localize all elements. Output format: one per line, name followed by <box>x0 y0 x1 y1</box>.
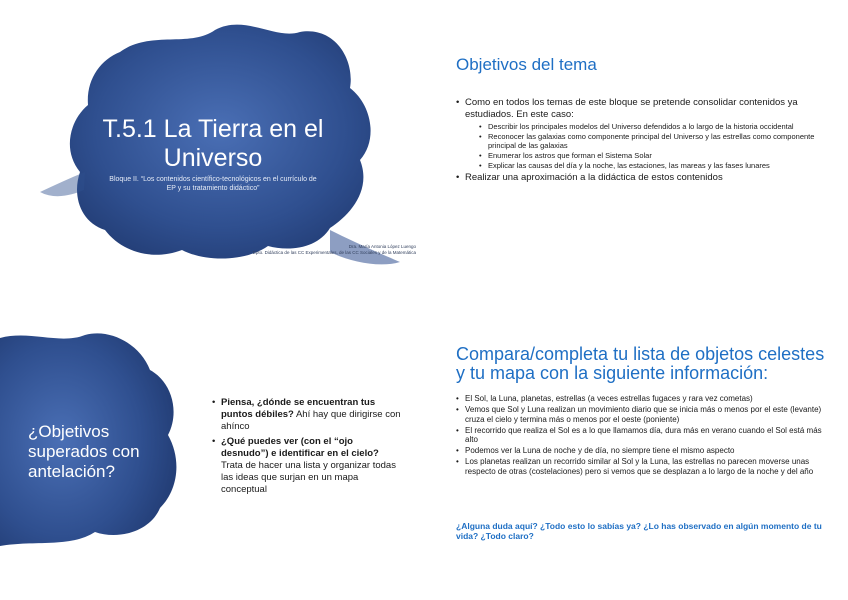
list-item: • Vemos que Sol y Luna realizan un movimiento diario que se inicia más o menos por el este (levante) cruza el cielo y termina más o menos por el oeste (poniente) <box>456 405 826 424</box>
list-item <box>212 436 402 496</box>
slide-2 <box>424 0 848 300</box>
slide-1 <box>0 0 424 300</box>
slide-3 <box>0 300 424 600</box>
author-name: Dra. María Antonia López Luengo <box>348 244 416 249</box>
objectives-intro: Como en todos los temas de este bloque se pretende consolidar contenidos ya estudiados. En este caso: <box>465 97 798 120</box>
item-text: Ahí hay que dirigirse con ahínco <box>221 409 401 432</box>
list-item: • Describir los principales modelos del Universo defendidos a lo largo de la historia occidental <box>479 122 818 131</box>
reflection-list <box>212 397 402 499</box>
item-emphasis: ¿Qué puedes ver (con el “ojo desnudo”) e identificar en el cielo? <box>221 436 379 459</box>
list-item <box>212 397 402 433</box>
celestial-objects-list <box>456 394 826 478</box>
author-department: Dpto. Didáctica de las CC Experimentales, de las CC Sociales y de la Matemática <box>252 250 416 255</box>
list-item: • Explicar las causas del día y la noche, las estaciones, las mareas y las fases lunares <box>479 161 818 170</box>
slide-1-author <box>216 244 416 256</box>
objectives-list <box>456 97 818 184</box>
item-text: Trata de hacer una lista y organizar todas las ideas que surjan en un mapa conceptual <box>221 460 396 495</box>
slide-1-title: T.5.1 La Tierra en el Universo <box>102 115 324 172</box>
slide-4 <box>424 300 848 600</box>
list-item: • Los planetas realizan un recorrido similar al Sol y la Luna, las estrellas no parecen moverse unas respecto de otras (costelaciones) pero si vemos que se desplazan a lo largo de la noche y del año <box>456 457 826 476</box>
objectives-sublist <box>479 122 818 170</box>
list-item: • Realizar una aproximación a la didáctica de estos contenidos <box>456 172 818 184</box>
item-emphasis: Piensa, ¿dónde se encuentran tus puntos débiles? <box>221 397 376 420</box>
slide-4-title: Compara/completa tu lista de objetos celestes y tu mapa con la siguiente información: <box>456 344 825 383</box>
slide-3-title: ¿Objetivos superados con antelación? <box>28 422 140 481</box>
list-item: • Enumerar los astros que forman el Sistema Solar <box>479 151 818 160</box>
closing-question: ¿Alguna duda aquí? ¿Todo esto lo sabías ya? ¿Lo has observado en algún momento de tu vida? ¿Todo claro? <box>456 521 822 541</box>
list-item: • El recorrido que realiza el Sol es a lo que llamamos día, dura más en verano cuando el Sol está más alto <box>456 426 826 445</box>
list-item: • Podemos ver la Luna de noche y de día, no siempre tiene el mismo aspecto <box>456 446 826 456</box>
slide-2-title: Objetivos del tema <box>456 55 597 74</box>
list-item: • Reconocer las galaxias como componente principal del Universo y las estrellas como componente principal de las galaxias <box>479 132 818 150</box>
slide-1-subtitle: Bloque II. “Los contenidos científico-tecnológicos en el currículo de EP y su tratamiento didáctico” <box>109 176 317 192</box>
list-item <box>456 97 818 170</box>
list-item: • El Sol, la Luna, planetas, estrellas (a veces estrellas fugaces y rara vez cometas) <box>456 394 826 404</box>
